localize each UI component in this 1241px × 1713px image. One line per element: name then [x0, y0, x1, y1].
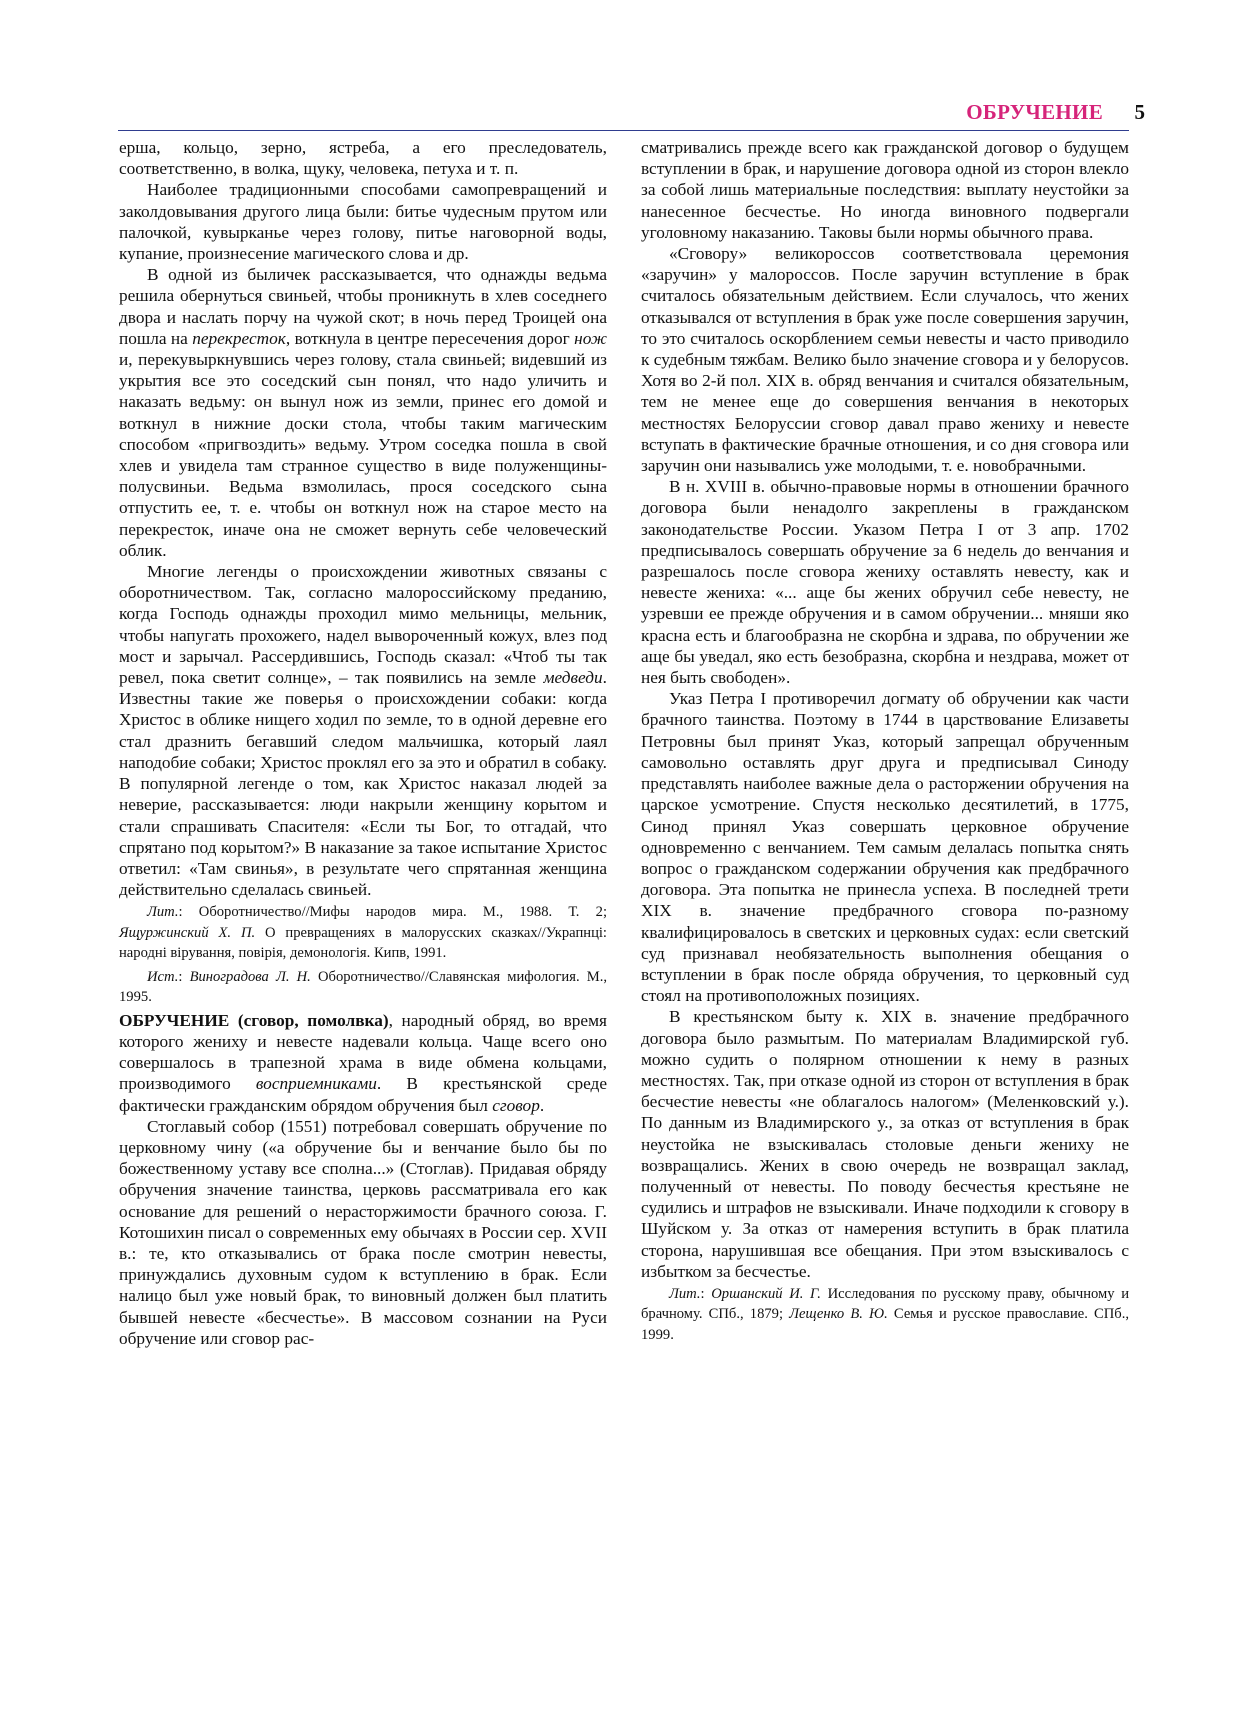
paragraph: Указ Петра I противоречил догмату об обручении как части брачного таинства. Поэтому в 1744 в царствование Елизаветы Петровны был принят Указ, который запрещал обрученным самовольно оставлять друг друга и предписывал Синоду представлять наиболее важные дела о расторжении обручения на царское усмотрение. Спустя несколько десятилетий, в 1775, Синод принял Указ совершать церковное обручение одновременно с венчанием. Тем самым делалась попытка снять вопрос о гражданском содержании обручения как предбрачного договора. Эта попытка не принесла успеха. В последней трети XIX в. значение предбрачного сговора по-разному квалифицировалось в светских и церковных судах: если светский суд признавал необязательность выполнения обещания о вступлении в брак после обряда обручения, то церковный суд стоял на противоположных позициях. — [641, 689, 1129, 1006]
paragraph: Наиболее традиционными способами самопревращений и заколдовывания другого лица были: битье чудесным прутом или палочкой, кувырканье через голову, питье наговорной воды, купание, произнесение магического слова и др. — [119, 180, 607, 264]
header-rule — [118, 130, 1129, 131]
right-column — [641, 137, 1129, 1345]
paragraph: Многие легенды о происхождении животных связаны с оборотничеством. Так, согласно малороссийскому преданию, когда Господь однажды проходил мимо мельницы, мельник, чтобы напугать прохожего, надел вывороченный кожух, влез под мост и зарычал. Рассердившись, Господь сказал: «Чтоб ты так ревел, пока светит солнце», – так появились на земле медведи. Известны такие же поверья о происхождении собаки: когда Христос в облике нищего ходил по земле, то в одной деревне его стал дразнить бегавший следом мальчишка, который лаял наподобие собаки; Христос проклял его за это и обратил в собаку. В популярной легенде о том, как Христос наказал людей за неверие, рассказывается: люди накрыли женщину корытом и стали спрашивать Спасителя: «Если ты Бог, то отгадай, что спрятано под корытом?» В наказание за такое испытание Христос ответил: «Там свинья», в результате чего спрятанная женщина действительно сделалась свиньей. — [119, 562, 607, 900]
literature-note: Лит.: Оборотничество//Мифы народов мира. М., 1988. Т. 2; Ящуржинский Х. П. О превращениях в малорусских сказках//Украпнцi: народнi вiрування, повiрiя, демонологiя. Кипв, 1991. — [119, 904, 607, 962]
running-head-title: ОБРУЧЕНИЕ — [966, 100, 1103, 124]
paragraph: В крестьянском быту к. XIX в. значение предбрачного договора было размытым. По материалам Владимирской губ. можно судить о полярном отношении к нему в разных местностях. Так, при отказе одной из сторон от вступления в брак бесчестие невесты «не облагалось налогом» (Меленковский у.). По данным из Владимирского у., за отказ от вступления в брак неустойка не взыскивалась столовые деньги жениху не возвращались. Жених в свою очередь не возвращал заклад, полученный от невесты. По поводу бесчестья крестьяне не судились и штрафов не взыскивали. Иначе подходили к сговору в Шуйском у. За отказ от намерения вступить в брак платила сторона, нарушившая все обещания. При этом взыскивалось с избытком за бесчестье. — [641, 1007, 1129, 1281]
paragraph: В одной из быличек рассказывается, что однажды ведьма решила обернуться свиньей, чтобы проникнуть в хлев соседнего двора и наслать порчу на чужой скот; в ночь перед Троицей она пошла на перекресток, воткнула в центре пересечения дорог нож и, перекувыркнувшись через голову, стала свиньей; видевший из укрытия все это соседский сын понял, что надо уличить и наказать ведьму: он вынул нож из земли, принес его домой и воткнул в нижние доски стола, чтобы таким магическим способом «пригвоздить» ведьму. Утром соседка пошла в свой хлев и увидела там странное существо в виде полуженщины-полусвиньи. Ведьма взмолилась, прося соседского сына отпустить ее, т. е. чтобы он воткнул нож на старое место на перекресток, иначе она не сможет вернуть себе человеческий облик. — [119, 265, 607, 560]
left-column — [119, 137, 607, 1349]
paragraph: «Сговору» великороссов соответствовала церемония «заручин» у малороссов. После заручин вступление в брак считалось обязательным действием. Если случалось, что жених отказывался от вступления в брак уже после совершения заручин, то это считалось оскорблением семьи невесты и часто приводило к судебным тяжбам. Велико было значение сговора и у белорусов. Хотя во 2-й пол. XIX в. обряд венчания и считался обязательным, тем не менее еще до совершения венчания в некоторых местностях Белоруссии сговор давал право жениху и невесте вступать в фактические брачные отношения, и со дня сговора или заручин они назывались уже молодыми, т. е. новобрачными. — [641, 244, 1129, 476]
paragraph: ерша, кольцо, зерно, ястреба, а его преследователь, соответственно, в волка, щуку, человека, петуха и т. п. — [119, 138, 607, 179]
page-number: 5 — [1134, 100, 1145, 124]
paragraph: В н. XVIII в. обычно-правовые нормы в отношении брачного договора были ненадолго закреплены в гражданском законодательстве России. Указом Петра I от 3 апр. 1702 предписывалось совершать обручение за 6 недель до венчания и разрешалось после сговора жениху оставлять невесту, как и невесте жениха: «... аще бы жених обручил себе невесту, не узревши ее прежде обручения и в самом обручении... мняши яко красна есть и благообразна не скорбна и здрава, по обручении же аще бы уведал, яко есть безобразна, скорбна и нездрава, может от нея быть свободен». — [641, 477, 1129, 688]
literature-note: Лит.: Оршанский И. Г. Исследования по русскому праву, обычному и брачному. СПб., 1879; Лещенко В. Ю. Семья и русское православие. СПб., 1999. — [641, 1285, 1130, 1343]
source-note: Ист.: Виноградова Л. Н. Оборотничество//Славянская мифология. М., 1995. — [119, 968, 608, 1006]
entry-headword: ОБРУЧЕНИЕ (сговор, помолвка) — [119, 1010, 389, 1030]
paragraph: Стоглавый собор (1551) потребовал совершать обручение по церковному чину («а обручение бы и венчание было бы по божественному уставу все сполна...» (Стоглав). Придавая обряду обручения значение таинства, церковь рассматривала его как основание для решений о нерасторжимости брачного союза. Г. Котошихин писал о современных ему обычаях в России сер. XVII в.: те, кто отказывались от брака после смотрин невесты, принуждались духовным судом к вступлению в брак. Если налицо был уже новый брак, то виновный должен был платить бывшей невесте «бесчестье». В массовом сознании на Руси обручение или сговор рас- — [119, 1116, 607, 1348]
paragraph: сматривались прежде всего как гражданской договор о будущем вступлении в брак, и нарушение договора одной из сторон влекло за собой лишь материальные последствия: выплату неустойки за нанесенное бесчестье. Но иногда виновного подвергали уголовному наказанию. Таковы были нормы обычного права. — [641, 138, 1129, 242]
running-head — [0, 100, 1241, 130]
entry-start: ОБРУЧЕНИЕ (сговор, помолвка), народный обряд, во время которого жениху и невесте надевали кольца. Чаще всего оно совершалось в трапезной храма в виде обмена кольцами, производимого восприемниками. В крестьянской среде фактически гражданским обрядом обручения был сговор. — [119, 1010, 607, 1115]
